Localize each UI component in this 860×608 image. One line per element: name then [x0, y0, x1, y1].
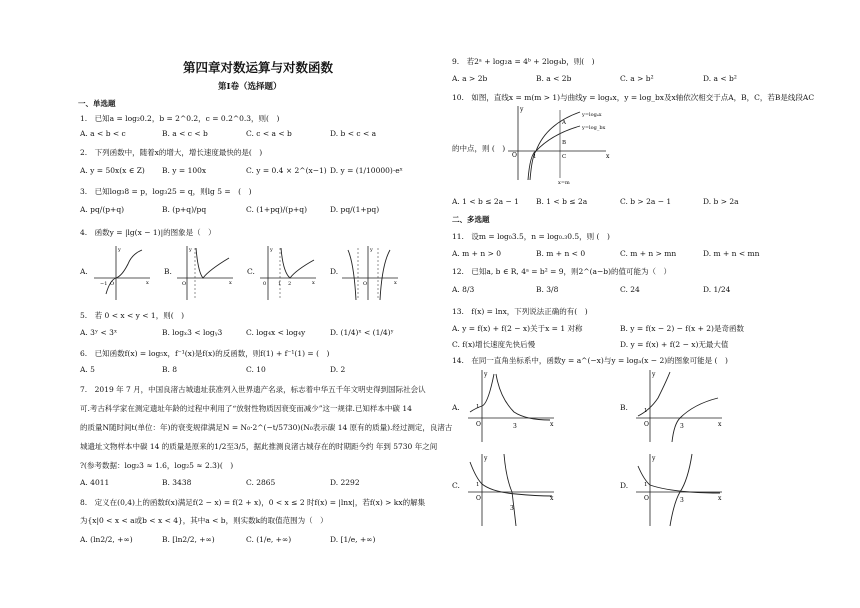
q8-option-d[interactable]: D. [1/e, +∞)	[330, 535, 376, 544]
q4-option-d[interactable]: D.	[330, 267, 339, 276]
q14-option-b[interactable]: B.	[620, 403, 628, 412]
q11-stem: 11. 设m = log₀3.5，n = log₀.₃0.5，则 ( )	[452, 232, 610, 241]
q14a-origin-label: O	[476, 421, 481, 428]
q14d-x-label: x	[718, 495, 722, 502]
q6-option-b[interactable]: B. 8	[162, 365, 178, 374]
q4-stem: 4. 函数y = |lg(x − 1)|的图象是（ ）	[80, 228, 216, 237]
q4-graph-d	[340, 244, 400, 302]
q4-option-c[interactable]: C.	[247, 267, 255, 276]
q4a-y-label: y	[118, 247, 121, 253]
q10-y-label: y	[520, 106, 524, 113]
q10-curve-a-label: y=logₐx	[582, 112, 602, 118]
q1-option-d[interactable]: D. b < c < a	[330, 129, 377, 138]
q14b-y-label: y	[652, 371, 656, 378]
q14-graph-c	[466, 452, 556, 528]
q14c-origin-label: O	[476, 495, 481, 502]
q13-option-d[interactable]: D. y = f(x) + f(2 − x)无最大值	[620, 340, 729, 349]
q14a-one-label: 1	[476, 404, 480, 410]
q13-option-b[interactable]: B. y = f(x − 2) − f(x + 2)是奇函数	[620, 324, 744, 333]
q9-option-c[interactable]: C. a > b²	[620, 74, 654, 83]
q10-line-label: x=m	[558, 180, 570, 186]
q14c-y-label: y	[484, 455, 488, 462]
q6-option-c[interactable]: C. 10	[246, 365, 266, 374]
q11-option-a[interactable]: A. m + n > 0	[452, 249, 502, 258]
q14c-one-label: 1	[476, 482, 480, 488]
q6-stem: 6. 已知函数f(x) = log₅x，f⁻¹(x)是f(x)的反函数，则f(1) + f⁻¹(1) = ( )	[80, 349, 330, 358]
q10-point-c: C	[562, 154, 567, 160]
q3-option-c[interactable]: C. (1+pq)/(p+q)	[246, 205, 308, 214]
q14c-x-label: x	[550, 495, 554, 502]
q4-option-b[interactable]: B.	[164, 267, 172, 276]
q11-option-d[interactable]: D. m + n < mn	[703, 249, 760, 258]
section-single-choice: 一、单选题	[78, 99, 116, 108]
q4-graph-a	[92, 244, 152, 302]
q14-option-a[interactable]: A.	[452, 403, 460, 412]
q10-line2: 的中点，则 ( )	[452, 144, 506, 153]
q3-option-d[interactable]: D. pq/(1+pq)	[330, 205, 380, 214]
q5-stem: 5. 若 0 < x < y < 1，则( )	[80, 311, 185, 320]
q12-option-c[interactable]: C. 24	[620, 285, 640, 294]
q14d-y-label: y	[652, 455, 656, 462]
q9-option-b[interactable]: B. a < 2b	[536, 74, 572, 83]
q7-option-b[interactable]: B. 3438	[162, 478, 192, 487]
q5-option-c[interactable]: C. log₄x < log₄y	[246, 328, 306, 337]
q4b-origin-label: O	[182, 281, 187, 287]
q6-option-a[interactable]: A. 5	[80, 365, 95, 374]
q4-graph-b	[175, 244, 235, 302]
q10-option-d[interactable]: D. b > 2a	[703, 197, 739, 206]
q4a-origin-label: O	[110, 281, 115, 287]
q6-option-d[interactable]: D. 2	[330, 365, 346, 374]
q10-origin-label: O	[512, 152, 517, 159]
q14c-three-label: 3	[510, 505, 514, 512]
q8-option-a[interactable]: A. (ln2/2, +∞)	[80, 535, 133, 544]
q9-stem: 9. 若2ᵃ + log₂a = 4ᵇ + 2log₄b，则( )	[452, 57, 595, 66]
q12-option-a[interactable]: A. 8/3	[452, 285, 475, 294]
q14-graph-b	[634, 368, 724, 444]
q4a-neg1-label: −1	[100, 281, 108, 287]
q10-option-a[interactable]: A. 1 < b ≤ 2a − 1	[452, 197, 519, 206]
q5-option-d[interactable]: D. (1/4)ˣ < (1/4)ʸ	[330, 328, 394, 337]
q2-option-c[interactable]: C. y = 0.4 × 2^(x−1)	[246, 166, 327, 175]
q5-option-b[interactable]: B. logₓ3 < logᵧ3	[162, 328, 223, 337]
page-subtitle: 第I卷（选择题）	[218, 82, 282, 92]
q8-option-b[interactable]: B. [ln2/2, +∞)	[162, 535, 215, 544]
q14a-x-label: x	[550, 421, 554, 428]
q14-graph-d	[634, 452, 724, 528]
q8-line1: 8. 定义在(0,4)上的函数f(x)满足f(2 − x) = f(2 + x)，0 < x ≤ 2 时f(x) = |lnx|，若f(x) > kx的解集	[80, 498, 426, 507]
q14b-one-label: 1	[644, 408, 648, 414]
q10-figure	[506, 104, 616, 184]
q13-stem: 13. f(x) = lnx，下列说法正确的有( )	[452, 307, 588, 316]
q7-line3: 的质量N随时间t(单位：年)的衰变规律满足N = N₀·2^(−t/5730)(N₀表示碳 14 原有的质量).经过测定，良渚古	[80, 423, 453, 432]
q10-option-c[interactable]: C. b > 2a − 1	[620, 197, 672, 206]
q12-option-d[interactable]: D. 1/24	[703, 285, 731, 294]
q10-curve-b-label: y=log_bx	[582, 125, 606, 131]
q14b-three-label: 3	[680, 423, 684, 430]
q14a-y-label: y	[484, 371, 488, 378]
q7-line4: 城遗址文物样本中碳 14 的质量是原来的1/2至3/5，据此推测良渚古城存在的时期距今约 年到 5730 年之间	[80, 442, 438, 451]
q7-option-d[interactable]: D. 2292	[330, 478, 360, 487]
section-multiple-choice: 二、多选题	[452, 215, 490, 224]
q4b-y-label: y	[189, 247, 192, 253]
q1-option-c[interactable]: C. c < a < b	[246, 129, 292, 138]
q10-point-a: A	[562, 120, 566, 126]
q1-option-a[interactable]: A. a < b < c	[80, 129, 126, 138]
q14-option-c[interactable]: C.	[452, 481, 460, 490]
q13-option-c[interactable]: C. f(x)增长速度先快后慢	[452, 340, 536, 349]
q4c-origin-label: 0	[263, 281, 267, 287]
q4c-y-label: y	[270, 247, 273, 253]
q10-line1: 10. 如图，直线x = m(m > 1)与曲线y = logₐx，y = log_bx及x轴依次相交于点A，B，C，若B是线段AC	[452, 93, 815, 102]
q4d-x-label: x	[394, 280, 397, 286]
q2-option-a[interactable]: A. y = 50x(x ∈ Z)	[80, 166, 145, 175]
q2-option-b[interactable]: B. y = 100x	[162, 166, 207, 175]
q4c-one-label: 1	[278, 281, 282, 287]
q14-graph-a	[466, 368, 556, 444]
q9-option-d[interactable]: D. a < b²	[703, 74, 737, 83]
q12-stem: 12. 已知a, b ∈ R, 4ᵃ = b² = 9，则2^(a−b)的值可能为（ ）	[452, 267, 672, 276]
q5-option-a[interactable]: A. 3ʸ < 3ˣ	[80, 328, 118, 337]
q13-option-a[interactable]: A. y = f(x) + f(2 − x)关于x = 1 对称	[452, 324, 583, 333]
q4a-x-label: x	[146, 280, 149, 286]
q4b-x-label: x	[229, 280, 232, 286]
q4c-two-label: 2	[288, 281, 292, 287]
q7-line2: 可.考古科学家在测定遗址年龄的过程中利用了“放射性物质因衰变而减少”这一规律.已知样本中碳 14	[80, 404, 412, 413]
q3-option-b[interactable]: B. (p+q)/pq	[162, 205, 207, 214]
q3-stem: 3. 已知log₃8 = p，log₃25 = q，则lg 5 = ( )	[80, 187, 252, 196]
page-title: 第四章对数运算与对数函数	[183, 60, 334, 75]
q14d-one-label: 1	[644, 482, 648, 488]
q9-option-a[interactable]: A. a > 2b	[452, 74, 488, 83]
q8-option-c[interactable]: C. (1/e, +∞)	[246, 535, 292, 544]
q4-option-a[interactable]: A.	[80, 267, 88, 276]
q3-option-a[interactable]: A. pq/(p+q)	[80, 205, 125, 214]
q7-line5: ?(参考数据：log₂3 ≈ 1.6，log₂5 ≈ 2.3)( )	[80, 461, 234, 470]
q4d-origin-label: O	[363, 281, 368, 287]
q7-option-a[interactable]: A. 4011	[80, 478, 110, 487]
q4c-x-label: x	[312, 280, 315, 286]
q4-graph-c	[258, 244, 318, 302]
q12-option-b[interactable]: B. 3/8	[536, 285, 559, 294]
q10-point-b: B	[562, 140, 567, 146]
q1-stem: 1. 已知a = log₂0.2，b = 2^0.2，c = 0.2^0.3，则( )	[80, 114, 280, 123]
q1-option-b[interactable]: B. a < c < b	[162, 129, 208, 138]
q8-line2: 为{x|0 < x < a或b < x < 4}，其中a < b，则实数k的取值范围为（ ）	[80, 516, 328, 525]
q7-option-c[interactable]: C. 2865	[246, 478, 276, 487]
q4d-y-label: y	[370, 247, 373, 253]
q2-option-d[interactable]: D. y = (1/10000)·eˣ	[330, 166, 403, 175]
q14a-three-label: 3	[513, 423, 517, 430]
q14b-x-label: x	[718, 421, 722, 428]
q14d-origin-label: O	[644, 495, 649, 502]
q14d-three-label: 3	[680, 497, 684, 504]
q14-option-d[interactable]: D.	[620, 481, 629, 490]
q10-option-b[interactable]: B. 1 < b ≤ 2a	[536, 197, 588, 206]
q7-line1: 7. 2019 年 7 月，中国良渚古城遗址获准列入世界遗产名录，标志着中华五千年文明史得到国际社会认	[80, 385, 426, 394]
q14-stem: 14. 在同一直角坐标系中，函数y = a^(−x)与y = logₐ(x − 2)的图象可能是 ( )	[452, 356, 728, 365]
q2-stem: 2. 下列函数中，随着x的增大，增长速度最快的是( )	[80, 148, 263, 157]
q14b-origin-label: O	[644, 421, 649, 428]
q10-one-label: 1	[533, 154, 537, 160]
q11-option-c[interactable]: C. m + n > mn	[620, 249, 677, 258]
q11-option-b[interactable]: B. m + n < 0	[536, 249, 586, 258]
q10-x-label: x	[606, 153, 610, 160]
